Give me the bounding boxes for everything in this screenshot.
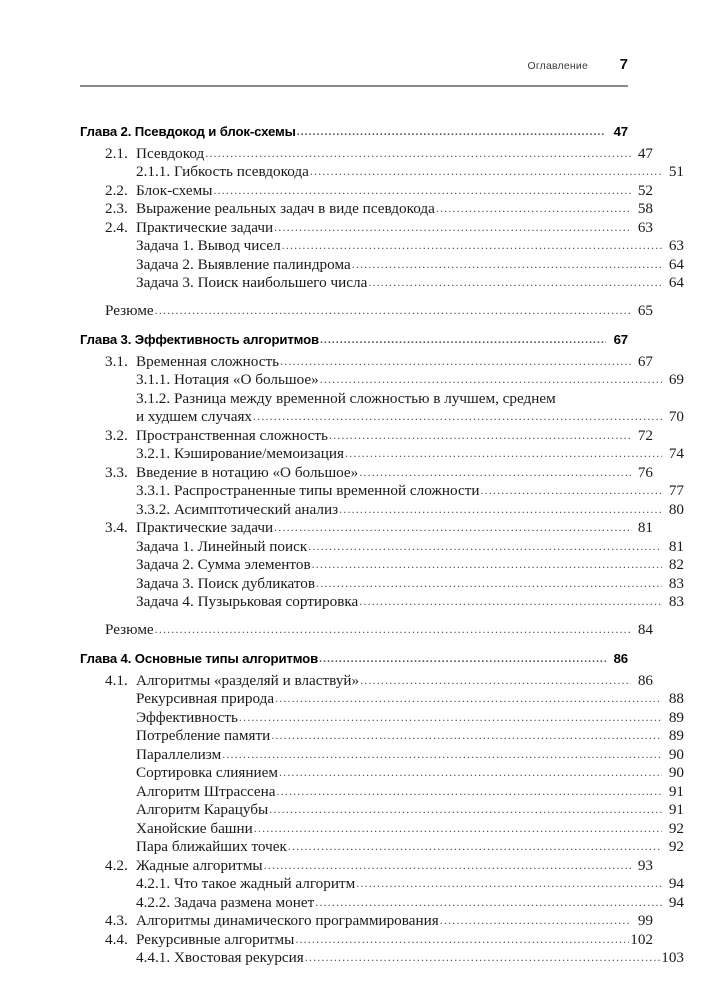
toc-entry-page: 83 (668, 574, 684, 592)
toc-entry-label: 3.2.1. Кэширование/мемоизация (136, 445, 345, 462)
toc-entry-label: Введение в нотацию «О большое» (136, 463, 359, 481)
toc-entry-page: 92 (668, 819, 684, 837)
toc-entry-row[interactable] (80, 182, 653, 201)
leader-dots (305, 948, 660, 967)
toc-entry-label: Задача 4. Пузырьковая сортировка (136, 593, 359, 610)
toc-entry-page: 90 (668, 745, 684, 763)
toc-entry-page: 91 (668, 801, 684, 818)
leader-dots (359, 463, 631, 482)
toc-entry-row[interactable] (80, 838, 684, 857)
leader-dots (312, 555, 662, 574)
toc-entry-page: 86 (637, 671, 653, 689)
toc-entry-number: 3.3. (105, 463, 128, 481)
toc-entry-page: 88 (668, 690, 684, 707)
toc-entry-label: Жадные алгоритмы (136, 856, 263, 874)
toc-entry-page: 94 (668, 875, 684, 892)
leader-dots (279, 763, 662, 782)
toc-entry-number: 4.3. (105, 912, 128, 929)
toc-entry-label: Рекурсивная природа (136, 690, 275, 707)
toc-entry-label: Задача 2. Выявление палиндрома (136, 255, 351, 273)
toc-entry-page: 76 (637, 463, 653, 481)
toc-entry-number: 4.2. (105, 856, 128, 874)
leader-dots (205, 144, 631, 163)
toc-entry-row[interactable] (80, 501, 684, 520)
toc-entry-page: 99 (637, 912, 653, 929)
toc-entry-label: Параллелизм (136, 745, 222, 763)
toc-chapter-page: 86 (613, 651, 628, 666)
toc-entry-label: Рекурсивные алгоритмы (136, 930, 295, 948)
toc-entry-row[interactable] (80, 237, 684, 256)
toc-entry-row[interactable] (80, 857, 653, 876)
toc-entry-page: 80 (668, 500, 684, 518)
toc-entry-number: 4.4. (105, 930, 128, 948)
toc-entry-number: 2.3. (105, 200, 128, 217)
toc-entry-page: 81 (637, 519, 653, 536)
toc-entry-row[interactable] (80, 912, 653, 931)
leader-dots (269, 800, 662, 819)
toc-entry-page: 58 (637, 200, 653, 217)
toc-entry-label: Эффективность (136, 708, 238, 726)
toc-entry-page: 67 (637, 352, 653, 370)
toc-entry-page: 92 (668, 838, 684, 855)
toc-chapter-label: Глава 2. Псевдокод и блок-схемы (80, 124, 296, 139)
leader-dots (316, 574, 662, 593)
toc-entry-number: 4.1. (105, 671, 128, 689)
toc-entry-row[interactable] (80, 894, 684, 913)
toc-entry-row[interactable] (80, 353, 653, 372)
toc-entry-row[interactable] (80, 575, 684, 594)
toc-entry-label: Ханойские башни (136, 819, 253, 837)
toc-entry-number: 2.4. (105, 218, 128, 236)
toc-entry-label: Блок-схемы (136, 181, 213, 199)
toc-entry-page: 103 (661, 949, 684, 966)
toc-entry-number: 3.4. (105, 519, 128, 536)
toc-entry-row[interactable] (80, 482, 684, 501)
leader-dots (352, 255, 662, 274)
toc-chapter-row[interactable] (80, 123, 628, 143)
toc-entry-label: Задача 3. Поиск дубликатов (136, 574, 316, 592)
toc-entry-label: Алгоритмы «разделяй и властвуй» (136, 671, 360, 689)
leader-dots (254, 819, 662, 838)
leader-dots (339, 500, 662, 519)
toc-entry-label: 3.3.2. Асимптотический анализ (136, 500, 339, 518)
toc-entry-label: Задача 2. Сумма элементов (136, 556, 311, 573)
toc-entry-page: 63 (668, 237, 684, 254)
toc-entry-label: 4.2.1. Что такое жадный алгоритм (136, 875, 356, 892)
toc-chapter-page: 67 (613, 332, 628, 347)
toc-chapter-page: 47 (613, 124, 628, 139)
leader-dots (297, 123, 606, 142)
toc-entry-number: 2.1. (105, 144, 128, 162)
toc-entry-label: Псевдокод (136, 144, 205, 162)
toc-entry-row[interactable] (80, 445, 684, 464)
leader-dots (274, 518, 631, 537)
toc-entry-row[interactable] (80, 764, 684, 783)
leader-dots (280, 352, 631, 371)
toc-entry-number: 3.1. (105, 352, 128, 370)
toc-entry-page: 83 (668, 593, 684, 610)
toc-entry-label: 3.3.1. Распространенные типы временной сложности (136, 482, 480, 499)
toc-entry-number: 2.2. (105, 181, 128, 199)
toc-entry-label: Временная сложность (136, 352, 280, 370)
toc-entry-row[interactable] (80, 727, 684, 746)
header-divider (80, 85, 628, 87)
toc-entry-row[interactable] (80, 672, 653, 691)
toc-entry-row[interactable] (80, 538, 684, 557)
toc-entry-page: 94 (668, 893, 684, 911)
leader-dots (271, 726, 662, 745)
leader-dots (329, 426, 631, 445)
leader-dots (368, 273, 662, 292)
toc-entry-page: 52 (637, 181, 653, 199)
toc-entry-label: Практические задачи (136, 218, 274, 236)
toc-entry-number: 3.2. (105, 426, 128, 444)
toc-entry-label: Сортировка слиянием (136, 764, 278, 781)
toc-entry-label: Выражение реальных задач в виде псевдокода (136, 200, 435, 217)
leader-dots (295, 930, 629, 949)
toc-entry-page: 69 (668, 371, 684, 388)
toc-chapter-row[interactable] (80, 331, 628, 351)
toc-entry-row[interactable] (80, 820, 684, 839)
toc-entry-label: Алгоритм Карацубы (136, 801, 269, 818)
toc-entry-page: 89 (668, 708, 684, 726)
leader-dots (222, 745, 662, 764)
leader-dots (239, 708, 662, 727)
toc-entry-label: Алгоритмы динамического программирования (136, 912, 439, 929)
toc-summary-row[interactable] (80, 621, 653, 640)
toc-entry-row[interactable] (80, 556, 684, 575)
toc-chapter-label: Глава 4. Основные типы алгоритмов (80, 651, 319, 666)
toc-entry-row[interactable] (80, 690, 684, 709)
toc-chapter-row[interactable] (80, 650, 628, 670)
toc-entry-label: Пара ближайших точек (136, 838, 287, 855)
leader-dots (320, 370, 662, 389)
toc-entry-row[interactable] (80, 746, 684, 765)
leader-dots (274, 218, 631, 237)
toc-entry-row[interactable] (80, 163, 684, 182)
toc-entry-label: Резюме (105, 620, 154, 638)
toc-entry-page: 89 (668, 727, 684, 744)
toc-entry-row[interactable] (80, 464, 653, 483)
toc-entry-label: Задача 1. Линейный поиск (136, 537, 308, 555)
leader-dots (253, 407, 662, 426)
toc-entry-label: и худшем случаях (136, 408, 253, 425)
leader-dots (288, 837, 662, 856)
toc-entry-label: 3.1.1. Нотация «О большое» (136, 371, 319, 388)
toc-entry-row[interactable] (80, 801, 684, 820)
toc-entry-label: Практические задачи (136, 519, 274, 536)
toc-entry-page: 51 (668, 163, 684, 180)
toc-entry-label: Алгоритм Штрассена (136, 782, 276, 800)
toc-entry-row[interactable] (80, 200, 653, 219)
running-head (80, 56, 628, 78)
toc-entry-row[interactable] (80, 783, 684, 802)
toc-entry-label: 4.4.1. Хвостовая рекурсия (136, 949, 304, 966)
leader-dots (308, 537, 662, 556)
table-of-contents (80, 112, 684, 968)
leader-dots (356, 874, 662, 893)
leader-dots (275, 689, 662, 708)
toc-entry-row[interactable] (80, 256, 684, 275)
toc-entry-page: 74 (668, 445, 684, 462)
toc-entry-row[interactable] (80, 931, 653, 950)
toc-entry-page: 70 (668, 408, 684, 425)
toc-entry-row[interactable] (80, 145, 653, 164)
toc-entry-page: 84 (637, 620, 653, 638)
toc-entry-page: 81 (668, 537, 684, 555)
toc-chapter-label: Глава 3. Эффективность алгоритмов (80, 332, 319, 347)
leader-dots (282, 236, 662, 255)
toc-summary-row[interactable] (80, 302, 653, 321)
toc-entry-row[interactable] (80, 875, 684, 894)
toc-entry-label: 2.1.1. Гибкость псевдокода (136, 163, 309, 180)
toc-entry-page: 72 (637, 426, 653, 444)
leader-dots (359, 592, 662, 611)
toc-entry-label: Пространственная сложность (136, 426, 328, 444)
toc-entry-page: 93 (637, 856, 653, 874)
leader-dots (481, 481, 662, 500)
toc-entry-page: 90 (668, 764, 684, 781)
toc-entry-page: 64 (668, 274, 684, 291)
leader-dots (320, 331, 606, 350)
toc-entry-label: Задача 3. Поиск наибольшего числа (136, 274, 368, 291)
leader-dots (360, 671, 631, 690)
leader-dots (277, 782, 662, 801)
leader-dots (155, 620, 631, 639)
toc-entry-page: 47 (637, 144, 653, 162)
toc-entry-row[interactable] (80, 274, 684, 293)
running-head-title: Оглавление (527, 60, 588, 72)
toc-entry-page: 65 (637, 301, 653, 319)
toc-entry-page: 91 (668, 782, 684, 800)
leader-dots (345, 444, 662, 463)
toc-entry-row[interactable] (80, 371, 684, 390)
toc-entry-row[interactable] (80, 427, 653, 446)
toc-entry-page: 77 (668, 482, 684, 499)
leader-dots (155, 301, 631, 320)
toc-entry-row[interactable] (80, 709, 684, 728)
leader-dots (264, 856, 631, 875)
toc-entry-label: Потребление памяти (136, 727, 271, 744)
leader-dots (310, 162, 662, 181)
leader-dots (213, 181, 631, 200)
toc-entry-row[interactable] (80, 408, 684, 427)
toc-entry-label: 4.2.2. Задача размена монет (136, 893, 315, 911)
leader-dots (440, 911, 631, 930)
toc-entry-page: 102 (630, 930, 653, 948)
toc-entry-row[interactable] (80, 593, 684, 612)
leader-dots (315, 893, 662, 912)
toc-entry-row[interactable] (80, 519, 653, 538)
leader-dots (436, 199, 631, 218)
toc-entry-page: 64 (668, 255, 684, 273)
toc-entry-label: Резюме (105, 301, 154, 319)
toc-entry-label: Задача 1. Вывод чисел (136, 237, 281, 254)
toc-entry-page: 63 (637, 218, 653, 236)
toc-entry-row[interactable] (80, 949, 684, 968)
leader-dots (319, 650, 606, 669)
toc-entry-row[interactable] (80, 219, 653, 238)
toc-entry-wrap-line[interactable]: 3.1.2. Разница между временной сложностью в лучшем, среднем (136, 389, 556, 407)
page-folio: 7 (619, 56, 628, 73)
toc-entry-page: 82 (668, 556, 684, 573)
